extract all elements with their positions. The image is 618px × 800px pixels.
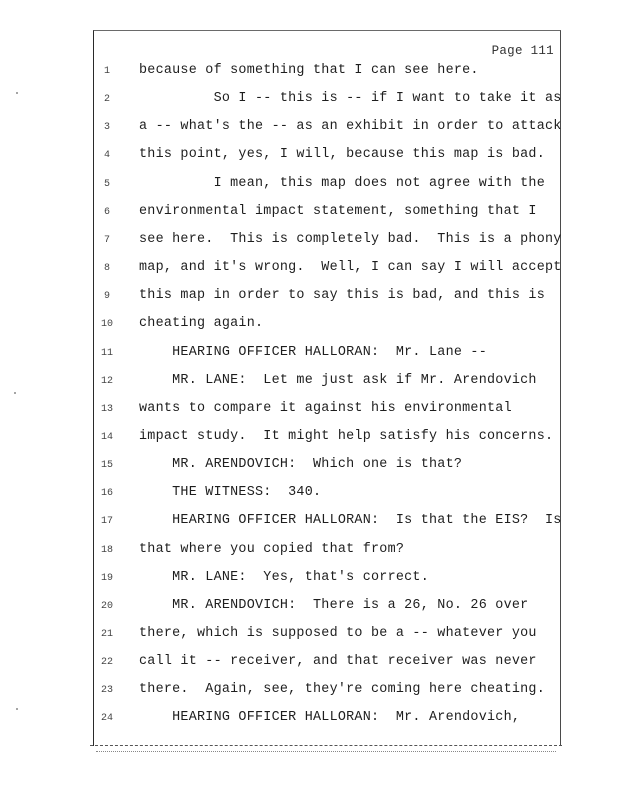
line-number: 1 — [103, 66, 110, 77]
line-text: cheating again. — [139, 316, 264, 332]
line-number: 11 — [100, 347, 113, 359]
line-text: wants to compare it against his environmental — [139, 400, 512, 416]
line-number: 9 — [103, 291, 110, 303]
line-text: impact study. It might help satisfy his concerns. — [139, 428, 554, 444]
line-number: 13 — [100, 403, 113, 415]
line-text: because of something that I can see here. — [139, 63, 479, 78]
line-text: call it -- receiver, and that receiver was never — [139, 654, 537, 670]
transcript-line — [0, 90, 618, 110]
line-text: MR. ARENDOVICH: There is a 26, No. 26 over — [139, 597, 529, 613]
line-text: MR. ARENDOVICH: Which one is that? — [139, 457, 463, 473]
transcript-line — [0, 344, 618, 364]
line-text: there, which is supposed to be a -- whatever you — [139, 626, 537, 641]
transcript-line — [0, 203, 618, 223]
transcript-line — [0, 372, 618, 392]
scan-speck — [16, 708, 18, 710]
line-text: environmental impact statement, something that I — [139, 203, 537, 219]
line-text: THE WITNESS: 340. — [139, 485, 322, 501]
line-number: 2 — [103, 94, 110, 106]
transcript-line — [0, 484, 618, 504]
line-number: 10 — [100, 319, 113, 331]
transcript-line — [0, 681, 618, 701]
line-number: 22 — [100, 657, 113, 669]
transcript-line — [0, 456, 618, 476]
line-number: 7 — [103, 234, 110, 246]
transcript-line — [0, 231, 618, 251]
line-number: 24 — [100, 713, 113, 725]
line-number: 4 — [103, 150, 110, 162]
line-number: 5 — [103, 178, 110, 190]
page-number: Page 111 — [491, 44, 554, 58]
line-text: MR. LANE: Yes, that's correct. — [139, 569, 429, 585]
line-number: 19 — [100, 572, 113, 584]
transcript-line — [0, 597, 618, 617]
line-text: that where you copied that from? — [139, 541, 405, 557]
line-text: map, and it's wrong. Well, I can say I will accept — [139, 260, 562, 276]
line-number: 16 — [100, 488, 113, 500]
line-text: MR. LANE: Let me just ask if Mr. Arendovich — [139, 372, 537, 388]
transcript-line — [0, 259, 618, 279]
line-text: HEARING OFFICER HALLORAN: Mr. Lane -- — [139, 344, 487, 360]
line-number: 12 — [100, 375, 113, 387]
transcript-line — [0, 541, 618, 561]
line-text: this point, yes, I will, because this map is bad. — [139, 147, 545, 163]
line-text: HEARING OFFICER HALLORAN: Is that the EIS? Is — [139, 513, 562, 529]
transcript-line — [0, 287, 618, 307]
line-text: there. Again, see, they're coming here cheating. — [139, 682, 545, 698]
line-text: I mean, this map does not agree with the — [139, 175, 545, 191]
line-text: this map in order to say this is bad, and this is — [139, 288, 545, 304]
line-number: 17 — [100, 516, 113, 528]
transcript-line — [0, 315, 618, 335]
transcript-line — [0, 625, 618, 645]
line-number: 20 — [100, 600, 113, 612]
scan-speck — [14, 392, 16, 394]
transcript-line — [0, 569, 618, 589]
line-number: 15 — [100, 460, 113, 472]
line-number: 18 — [100, 544, 113, 556]
line-number: 8 — [103, 263, 110, 275]
line-number: 23 — [100, 685, 113, 697]
transcript-line — [0, 653, 618, 673]
line-number: 3 — [103, 122, 110, 134]
line-text: see here. This is completely bad. This is a phony — [139, 231, 562, 247]
scan-speck — [16, 92, 18, 94]
transcript-line — [0, 62, 618, 82]
transcript-line — [0, 175, 618, 195]
line-number: 21 — [100, 629, 113, 640]
transcript-line — [0, 428, 618, 448]
line-number: 6 — [103, 206, 110, 218]
transcript-line — [0, 118, 618, 138]
transcript-line — [0, 709, 618, 729]
transcript-line — [0, 400, 618, 420]
line-text: a -- what's the -- as an exhibit in order to attack — [139, 119, 562, 135]
transcript-line — [0, 512, 618, 532]
line-text: HEARING OFFICER HALLORAN: Mr. Arendovich, — [139, 710, 521, 726]
line-text: So I -- this is -- if I want to take it as — [139, 91, 562, 107]
line-number: 14 — [100, 431, 113, 443]
transcript-line — [0, 146, 618, 166]
